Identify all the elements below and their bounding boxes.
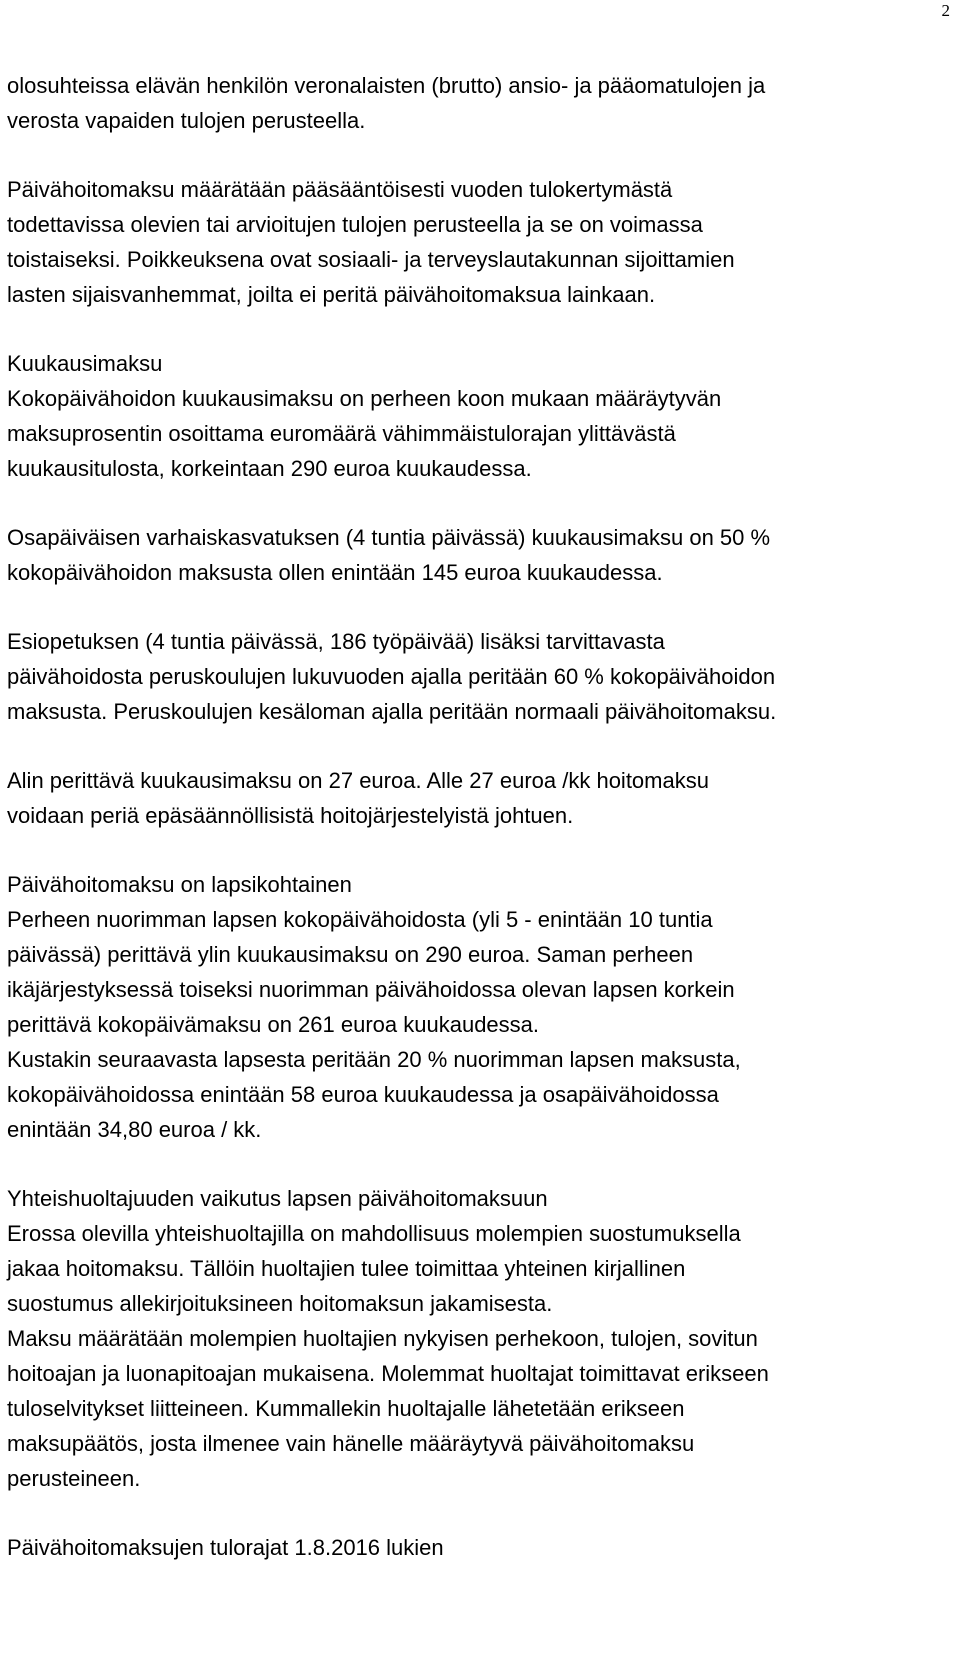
text-line: todettavissa olevien tai arvioitujen tulojen perusteella ja se on voimassa bbox=[7, 212, 703, 237]
text-line: tuloselvitykset liitteineen. Kummallekin huoltajalle lähetetään erikseen bbox=[7, 1396, 685, 1421]
paragraph-joint-custody bbox=[7, 1181, 953, 1496]
text-line: Kokopäivähoidon kuukausimaksu on perheen koon mukaan määräytyvän bbox=[7, 386, 722, 411]
section-heading: Yhteishuoltajuuden vaikutus lapsen päivähoitomaksuun bbox=[7, 1186, 548, 1211]
text-line: maksusta. Peruskoulujen kesäloman ajalla peritään normaali päivähoitomaksu. bbox=[7, 699, 777, 724]
text-line: olosuhteissa elävän henkilön veronalaisten (brutto) ansio- ja pääomatulojen ja bbox=[7, 73, 766, 98]
text-line: maksuprosentin osoittama euromäärä vähimmäistulorajan ylittävästä bbox=[7, 421, 676, 446]
text-line: voidaan periä epäsäännöllisistä hoitojärjestelyistä johtuen. bbox=[7, 803, 574, 828]
page-number: 2 bbox=[941, 1, 950, 20]
text-line: perusteineen. bbox=[7, 1466, 141, 1491]
text-line: Maksu määrätään molempien huoltajien nykyisen perhekoon, tulojen, sovitun bbox=[7, 1326, 758, 1351]
paragraph-minimum-fee bbox=[7, 763, 953, 833]
paragraph-preschool-fee bbox=[7, 624, 953, 729]
text-line: päivässä) perittävä ylin kuukausimaksu on 290 euroa. Saman perheen bbox=[7, 942, 694, 967]
text-line: jakaa hoitomaksu. Tällöin huoltajien tulee toimittaa yhteinen kirjallinen bbox=[7, 1256, 686, 1281]
text-line: enintään 34,80 euroa / kk. bbox=[7, 1117, 262, 1142]
text-line: verosta vapaiden tulojen perusteella. bbox=[7, 108, 366, 133]
paragraph-part-time-fee bbox=[7, 520, 953, 590]
text-line: Alin perittävä kuukausimaksu on 27 euroa. Alle 27 euroa /kk hoitomaksu bbox=[7, 768, 709, 793]
text-line: Erossa olevilla yhteishuoltajilla on mahdollisuus molempien suostumuksella bbox=[7, 1221, 741, 1246]
text-line: Perheen nuorimman lapsen kokopäivähoidosta (yli 5 - enintään 10 tuntia bbox=[7, 907, 713, 932]
text-line: hoitoajan ja luonapitoajan mukaisena. Molemmat huoltajat toimittavat erikseen bbox=[7, 1361, 769, 1386]
section-heading: Päivähoitomaksu on lapsikohtainen bbox=[7, 872, 352, 897]
text-line: päivähoidosta peruskoulujen lukuvuoden ajalla peritään 60 % kokopäivähoidon bbox=[7, 664, 776, 689]
text-line: Päivähoitomaksu määrätään pääsääntöisesti vuoden tulokertymästä bbox=[7, 177, 673, 202]
text-line: suostumus allekirjoituksineen hoitomaksun jakamisesta. bbox=[7, 1291, 553, 1316]
document-body bbox=[7, 68, 953, 1565]
paragraph-per-child-fee bbox=[7, 867, 953, 1147]
text-line: lasten sijaisvanhemmat, joilta ei peritä päivähoitomaksua lainkaan. bbox=[7, 282, 656, 307]
section-heading: Kuukausimaksu bbox=[7, 351, 163, 376]
paragraph-income-limits bbox=[7, 1530, 953, 1565]
text-line: ikäjärjestyksessä toiseksi nuorimman päivähoidossa olevan lapsen korkein bbox=[7, 977, 735, 1002]
text-line: Kustakin seuraavasta lapsesta peritään 20 % nuorimman lapsen maksusta, bbox=[7, 1047, 741, 1072]
text-line: Esiopetuksen (4 tuntia päivässä, 186 työpäivää) lisäksi tarvittavasta bbox=[7, 629, 665, 654]
paragraph-fee-determination bbox=[7, 172, 953, 312]
text-line: toistaiseksi. Poikkeuksena ovat sosiaali- ja terveyslautakunnan sijoittamien bbox=[7, 247, 735, 272]
text-line: Osapäiväisen varhaiskasvatuksen (4 tuntia päivässä) kuukausimaksu on 50 % bbox=[7, 525, 771, 550]
text-line: kokopäivähoidossa enintään 58 euroa kuukaudessa ja osapäivähoidossa bbox=[7, 1082, 719, 1107]
text-line: perittävä kokopäivämaksu on 261 euroa kuukaudessa. bbox=[7, 1012, 540, 1037]
paragraph-income-basis bbox=[7, 68, 953, 138]
section-heading: Päivähoitomaksujen tulorajat 1.8.2016 lukien bbox=[7, 1535, 444, 1560]
text-line: kokopäivähoidon maksusta ollen enintään 145 euroa kuukaudessa. bbox=[7, 560, 663, 585]
text-line: kuukausitulosta, korkeintaan 290 euroa kuukaudessa. bbox=[7, 456, 532, 481]
paragraph-monthly-fee bbox=[7, 346, 953, 486]
text-line: maksupäätös, josta ilmenee vain hänelle määräytyvä päivähoitomaksu bbox=[7, 1431, 695, 1456]
